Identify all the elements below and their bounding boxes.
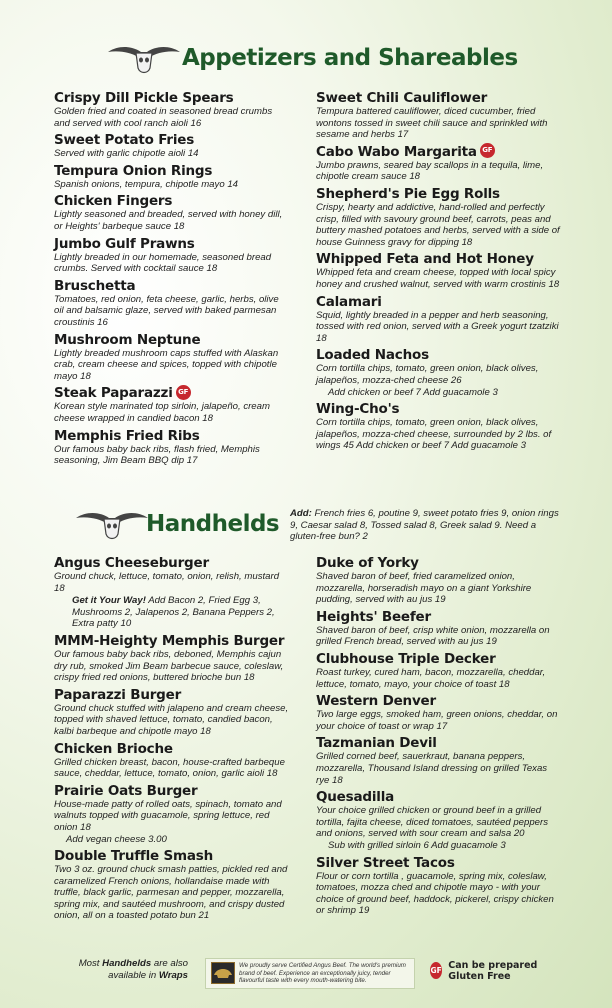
menu-item: [54, 385, 290, 424]
item-name: Quesadilla: [316, 789, 395, 806]
item-name-text: Steak Paparazzi: [54, 385, 173, 402]
item-description: Two large eggs, smoked ham, green onions, cheddar, on your choice of toast or wrap 17: [316, 709, 558, 732]
item-description: Corn tortilla chips, tomato, green onion, black olives, jalapeños, mozza-ched cheese, surrounded by 2 lbs. of wings 45 Add chicken or beef 7 Add guacamole 3: [316, 417, 552, 452]
menu-item: [54, 163, 290, 191]
item-name: Tempura Onion Rings: [54, 162, 213, 179]
item-name: Chicken Fingers: [54, 193, 173, 210]
item-name-text: Cabo Wabo Margarita: [316, 143, 477, 160]
menu-item: [54, 848, 290, 922]
item-description: Your choice grilled chicken or ground beef in a grilled tortilla, fajita cheese, diced tomatoes, sautéed peppers and onions, served with sour cream and salsa 20: [316, 805, 548, 840]
item-description: Lightly seasoned and breaded, served with honey dill, or Heights' barbeque sauce 18: [54, 209, 283, 232]
item-name: Angus Cheeseburger: [54, 555, 209, 571]
item-name: Sweet Chili Cauliflower: [316, 90, 488, 106]
menu-item: [54, 633, 290, 684]
item-description: Two 3 oz. ground chuck smash patties, pickled red and caramelized French onions, hollandaise made with truffle, black garlic, parmesan and pepper, mozzarella, spring mix, and sautéed mushroom, and crispy dusted onion, all on a toasted potato bun 21: [54, 864, 288, 922]
item-name: Calamari: [316, 293, 382, 310]
item-name: Crispy Dill Pickle Spears: [54, 90, 234, 106]
appetizers-right-column: [316, 90, 562, 455]
item-description: Grilled chicken breast, bacon, house-crafted barbeque sauce, cheddar, lettuce, tomato, onion, garlic aioli 18: [54, 756, 285, 780]
angus-logo-icon: [212, 966, 234, 980]
item-name: Tazmanian Devil: [316, 735, 437, 752]
menu-item: [54, 132, 290, 160]
item-description: Tomatoes, red onion, feta cheese, garlic, herbs, olive oil and balsamic glaze, served with baked parmesan croustinis 16: [54, 293, 279, 328]
item-description: Shaved baron of beef, crisp white onion, mozzarella on grilled French bread, served with au jus 19: [316, 624, 550, 648]
item-description: Squid, lightly breaded in a pepper and herb seasoning, tossed with red onion, served with a Greek yogurt tzatziki 18: [316, 309, 559, 344]
menu-item: [54, 428, 290, 467]
item-description: Our famous baby back ribs, deboned, Memphis cajun dry rub, smoked Jim Beam barbecue sauce, coleslaw, crispy fried red onions, buttered brioche bun 18: [54, 648, 284, 684]
get-it-label: Get it Your Way!: [72, 595, 146, 607]
item-description: Tempura battered cauliflower, diced cucumber, fried wontons tossed in sweet chili sauce and sprinkled with sesame and herbs 17: [316, 106, 548, 141]
item-extra: Sub with grilled sirloin 6 Add guacamole 3: [328, 839, 506, 851]
item-description: Corn tortilla chips, tomato, green onion, black olives, jalapeños, mozza-ched cheese 26: [316, 363, 539, 386]
menu-item: [316, 735, 562, 786]
item-description: Roast turkey, cured ham, bacon, mozzarella, cheddar, lettuce, tomato, mayo, your choice of toast 18: [316, 666, 546, 690]
menu-item: [54, 555, 290, 630]
menu-item: [316, 90, 562, 141]
menu-item: [54, 278, 290, 329]
menu-item: [54, 687, 290, 738]
item-name: Memphis Fried Ribs: [54, 427, 200, 444]
item-description: Ground chuck stuffed with jalapeno and cream cheese, topped with shaved lettuce, tomato, candied bacon, kalbi barbeque and chipotle mayo 18: [54, 702, 289, 737]
item-name: Whipped Feta and Hot Honey: [316, 251, 534, 268]
wraps-note: [70, 958, 188, 981]
longhorn-skull-icon: [106, 38, 182, 78]
item-description: Grilled corned beef, sauerkraut, banana peppers, mozzarella, Thousand Island dressing on grilled Texas rye 18: [316, 751, 548, 786]
item-description: Our famous baby back ribs, flash fried, Memphis seasoning, Jim Beam BBQ dip 17: [54, 443, 260, 467]
angus-text: We proudly serve Certified Angus Beef. The world's premium brand of beef. Experience an exceptionally juicy, tender flavourful taste with every mouth-watering bite.: [239, 962, 406, 985]
item-name: Jumbo Gulf Prawns: [54, 235, 195, 252]
menu-item: [316, 789, 562, 851]
wraps-pre: Most: [78, 958, 103, 969]
menu-item: [316, 609, 562, 648]
item-name: Heights' Beefer: [316, 608, 431, 625]
menu-item: [316, 186, 562, 248]
handhelds-left-column: [54, 555, 290, 925]
wraps-bold2: Wraps: [158, 969, 188, 981]
menu-item: [54, 90, 290, 129]
menu-item: [54, 236, 290, 275]
item-description: Lightly breaded mushroom caps stuffed with Alaskan crab, cream cheese and spices, topped with chipotle mayo 18: [54, 347, 279, 382]
item-description: Whipped feta and cream cheese, topped with local spicy honey and crushed walnut, served with warm crostinis 18: [316, 267, 560, 290]
gluten-free-legend: [430, 960, 560, 982]
item-name: Sweet Potato Fries: [54, 132, 195, 149]
item-name: Duke of Yorky: [316, 555, 419, 571]
add-label: Add:: [290, 508, 312, 519]
menu-item: [54, 741, 290, 780]
item-name: MMM-Heighty Memphis Burger: [54, 632, 285, 649]
menu-item: [316, 401, 562, 452]
handhelds-title: Handhelds: [146, 511, 280, 537]
item-extra: Add vegan cheese 3.00: [66, 833, 167, 845]
appetizers-header: [106, 38, 518, 78]
item-description: Jumbo prawns, seared bay scallops in a tequila, lime, chipotle cream sauce 18: [316, 159, 544, 183]
item-description: House-made patty of rolled oats, spinach, tomato and walnuts topped with guacamole, spring lettuce, red onion 18: [54, 798, 282, 833]
menu-item: [316, 855, 562, 917]
certified-angus-note: [205, 958, 415, 989]
item-description: Ground chuck, lettuce, tomato, onion, relish, mustard 18: [54, 571, 280, 594]
item-description: Crispy, hearty and addictive, hand-rolled and perfectly crisp, filled with savoury ground beef, carrots, peas and buttery mashed potatoes and herbs, served with a side of house Guinness gravy for dipping 18: [316, 201, 560, 248]
handhelds-right-column: [316, 555, 562, 920]
add-text: French fries 6, poutine 9, sweet potato fries 9, onion rings 9, Caesar salad 8, Tossed salad 8, Greek salad 9. Need a gluten-free bun? 2: [290, 508, 559, 543]
wraps-bold: Handhelds: [102, 958, 152, 969]
handhelds-header: [74, 504, 279, 544]
item-name: Paparazzi Burger: [54, 686, 182, 703]
item-name: Prairie Oats Burger: [54, 782, 198, 799]
wraps-mid: are also available in: [108, 958, 188, 981]
item-description: Korean style marinated top sirloin, jalapeño, cream cheese wrapped in candied bacon 18: [54, 401, 270, 424]
item-name: [54, 385, 290, 401]
menu-item: [316, 251, 562, 290]
item-name: Clubhouse Triple Decker: [316, 650, 496, 667]
item-description: Served with garlic chipotle aioli 14: [54, 148, 199, 160]
gluten-free-icon: GF: [480, 143, 495, 158]
handhelds-add-note: [290, 508, 566, 543]
menu-item: [316, 693, 562, 732]
item-name: Silver Street Tacos: [316, 854, 455, 871]
menu-item: [54, 332, 290, 383]
item-description: Lightly breaded in our homemade, seasoned bread crumbs. Served with cocktail sauce 18: [54, 251, 272, 275]
gluten-free-icon: GF: [176, 385, 191, 400]
longhorn-skull-icon: [74, 504, 150, 544]
item-name: Mushroom Neptune: [54, 331, 201, 348]
item-description: Spanish onions, tempura, chipotle mayo 14: [54, 178, 238, 190]
get-it-text: Add Bacon 2, Fried Egg 3, Mushrooms 2, Jalapenos 2, Banana Peppers 2, Extra patty 10: [72, 595, 275, 630]
item-name: [316, 144, 562, 160]
item-name: Bruschetta: [54, 277, 136, 294]
item-name: Chicken Brioche: [54, 740, 173, 757]
item-name: Loaded Nachos: [316, 347, 429, 364]
item-description: Golden fried and coated in seasoned bread crumbs and served with cool ranch aioli 16: [54, 106, 273, 129]
menu-item: [316, 651, 562, 690]
item-description: Flour or corn tortilla , guacamole, spring mix, coleslaw, tomatoes, mozza ched and chipotle mayo - with your choice of ground beef, haddock, pickerel, crispy chicken or shrimp 19: [316, 870, 554, 917]
menu-item: [54, 783, 290, 845]
menu-item: [316, 294, 562, 345]
item-extra: Add chicken or beef 7 Add guacamole 3: [328, 386, 498, 398]
get-it-your-way: [54, 595, 290, 630]
item-name: Double Truffle Smash: [54, 848, 214, 865]
menu-item: [316, 347, 562, 398]
menu-item: [316, 555, 562, 606]
item-name: Western Denver: [316, 693, 436, 710]
item-name: Wing-Cho's: [316, 401, 400, 418]
gluten-free-icon: GF: [430, 962, 442, 979]
appetizers-title: Appetizers and Shareables: [182, 45, 518, 71]
menu-item: [316, 144, 562, 183]
legend-text: Can be prepared Gluten Free: [448, 960, 538, 982]
menu-item: [54, 193, 290, 232]
item-description: Shaved baron of beef, fried caramelized onion, mozzarella, horseradish mayo on a giant Yorkshire pudding, served with au jus 19: [316, 571, 532, 606]
certified-angus-beef-logo: [211, 962, 235, 984]
appetizers-left-column: [54, 90, 290, 470]
item-name: Shepherd's Pie Egg Rolls: [316, 185, 500, 202]
